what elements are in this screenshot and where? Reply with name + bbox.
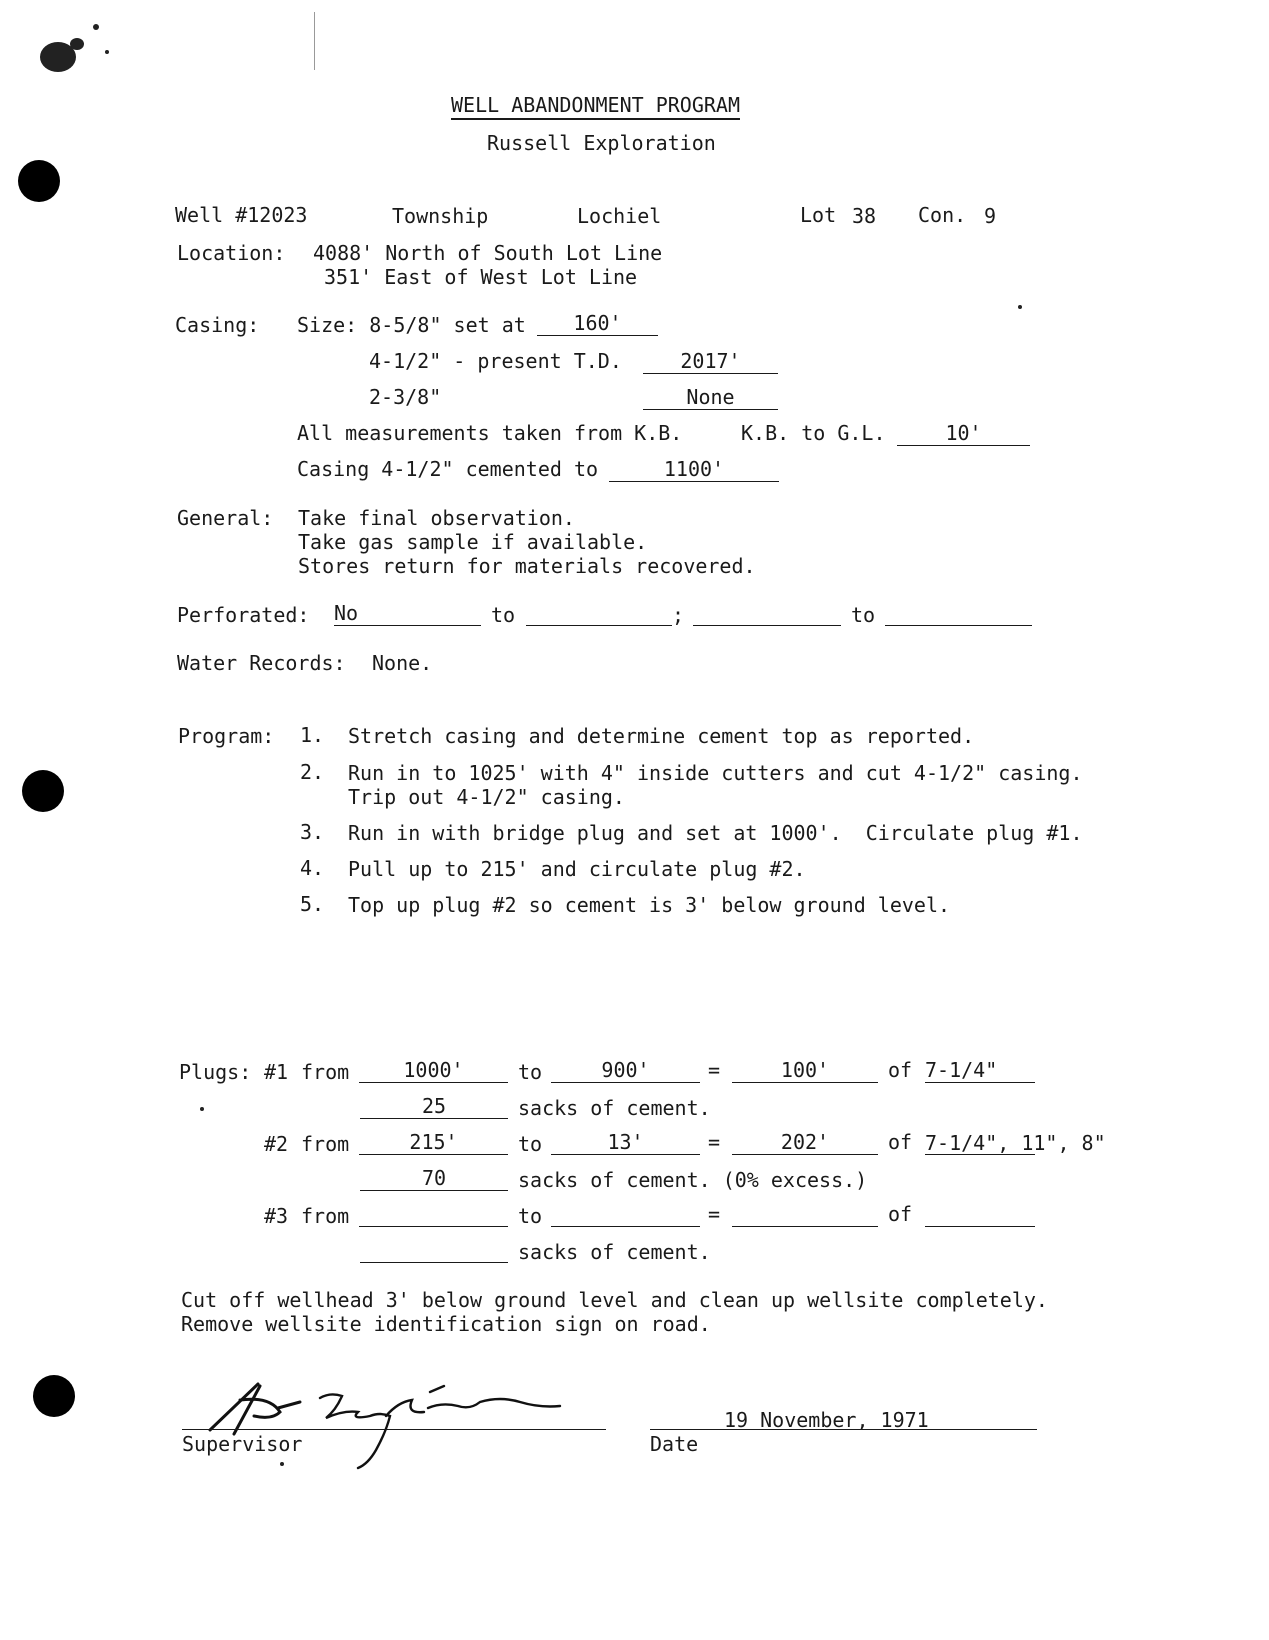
program-step-text: Run in with bridge plug and set at 1000'. Circulate plug #1. bbox=[348, 821, 1083, 845]
perforated-value-3 bbox=[693, 601, 841, 626]
location-label: Location: bbox=[177, 241, 286, 265]
ink-speck bbox=[200, 1107, 204, 1111]
plug-to-label: to bbox=[518, 1204, 543, 1228]
ink-speck bbox=[1018, 305, 1022, 309]
plug-length-value bbox=[732, 1202, 878, 1227]
casing-line-2-value: 2017' bbox=[643, 349, 778, 374]
document-title: WELL ABANDONMENT PROGRAM bbox=[451, 93, 740, 117]
supervisor-label: Supervisor bbox=[182, 1432, 303, 1456]
water-records-value: None. bbox=[372, 651, 433, 675]
kb-label: K.B. to G.L. bbox=[741, 421, 886, 445]
perforated-to-1: to bbox=[491, 603, 516, 627]
plug-sacks-label: sacks of cement. bbox=[518, 1240, 711, 1264]
program-step-number: 1. bbox=[300, 723, 325, 747]
plug-from-value bbox=[359, 1202, 508, 1227]
perforated-to-2: to bbox=[851, 603, 876, 627]
closing-line-2: Remove wellsite identification sign on road. bbox=[181, 1312, 711, 1336]
plug-to-label: to bbox=[518, 1060, 543, 1084]
plug-from-label: from bbox=[301, 1204, 350, 1228]
plug-of-underline bbox=[925, 1153, 1035, 1155]
location-line-1: 4088' North of South Lot Line bbox=[313, 241, 663, 265]
program-step-number: 2. bbox=[300, 760, 325, 784]
general-line: Take gas sample if available. bbox=[298, 530, 648, 554]
punch-hole-bottom bbox=[33, 1375, 75, 1417]
plug-to-value: 900' bbox=[551, 1058, 700, 1083]
plug-to-label: to bbox=[518, 1132, 543, 1156]
plug-from-value: 215' bbox=[359, 1130, 508, 1155]
closing-line-1: Cut off wellhead 3' below ground level and clean up wellsite completely. bbox=[181, 1288, 1048, 1312]
plug-sacks-label: sacks of cement. bbox=[518, 1096, 711, 1120]
con-label: Con. bbox=[918, 203, 967, 227]
lot-value: 38 bbox=[852, 204, 877, 228]
perforated-label: Perforated: bbox=[177, 603, 310, 627]
plug-equals: = bbox=[708, 1058, 721, 1082]
plug-id: #3 bbox=[264, 1204, 289, 1228]
township-value: Lochiel bbox=[577, 204, 662, 228]
general-line: Stores return for materials recovered. bbox=[298, 554, 756, 578]
program-step-text: Trip out 4-1/2" casing. bbox=[348, 785, 625, 809]
date-value: 19 November, 1971 bbox=[724, 1408, 929, 1432]
perforated-value-2 bbox=[526, 601, 672, 626]
casing-line-2-label: 4-1/2" - present T.D. bbox=[369, 349, 622, 373]
casing-label: Casing: bbox=[175, 313, 260, 337]
date-line bbox=[650, 1428, 1037, 1430]
plug-from-value: 1000' bbox=[359, 1058, 508, 1083]
plug-of-label: of bbox=[888, 1130, 913, 1154]
supervisor-signature bbox=[180, 1372, 600, 1472]
lot-label: Lot bbox=[800, 203, 837, 227]
plug-from-label: from bbox=[301, 1132, 350, 1156]
cemented-value: 1100' bbox=[609, 457, 779, 482]
ink-speck bbox=[105, 50, 109, 54]
perforated-value-1: No bbox=[334, 601, 481, 626]
program-step-text: Stretch casing and determine cement top as reported. bbox=[348, 724, 975, 748]
kb-value: 10' bbox=[897, 421, 1030, 446]
punch-hole-top bbox=[18, 160, 60, 202]
plug-length-value: 202' bbox=[732, 1130, 878, 1155]
plug-sacks-value: 25 bbox=[360, 1094, 508, 1119]
supervisor-line bbox=[182, 1428, 606, 1430]
plugs-label: Plugs: bbox=[179, 1060, 252, 1084]
plug-sacks-label: sacks of cement. (0% excess.) bbox=[518, 1168, 868, 1192]
plug-to-value bbox=[551, 1202, 700, 1227]
plug-of-value bbox=[925, 1202, 1035, 1227]
plug-to-value: 13' bbox=[551, 1130, 700, 1155]
plug-equals: = bbox=[708, 1130, 721, 1154]
date-label: Date bbox=[650, 1432, 699, 1456]
well-number: Well #12023 bbox=[175, 203, 308, 227]
water-records-label: Water Records: bbox=[177, 651, 346, 675]
plug-of-value: 7-1/4", 11", 8" bbox=[925, 1131, 1106, 1155]
township-label: Township bbox=[392, 204, 489, 228]
general-label: General: bbox=[177, 506, 274, 530]
program-step-text: Run in to 1025' with 4" inside cutters and cut 4-1/2" casing. bbox=[348, 761, 1083, 785]
company-name: Russell Exploration bbox=[487, 131, 716, 155]
perforated-separator: ; bbox=[672, 603, 685, 627]
scan-mark bbox=[314, 12, 315, 70]
plug-of-value: 7-1/4" bbox=[925, 1058, 1035, 1083]
plug-from-label: from bbox=[301, 1060, 350, 1084]
perforated-value-4 bbox=[885, 601, 1032, 626]
program-label: Program: bbox=[178, 724, 275, 748]
ink-speck bbox=[93, 24, 99, 30]
plug-sacks-value bbox=[360, 1238, 508, 1263]
measurements-label: All measurements taken from K.B. bbox=[297, 421, 683, 445]
location-line-2: 351' East of West Lot Line bbox=[324, 265, 638, 289]
program-step-text: Pull up to 215' and circulate plug #2. bbox=[348, 857, 806, 881]
program-step-number: 3. bbox=[300, 820, 325, 844]
plug-of-label: of bbox=[888, 1202, 913, 1226]
plug-id: #2 bbox=[264, 1132, 289, 1156]
program-step-text: Top up plug #2 so cement is 3' below ground level. bbox=[348, 893, 951, 917]
casing-size-label: Size: 8-5/8" set at bbox=[297, 313, 526, 337]
plug-length-value: 100' bbox=[732, 1058, 878, 1083]
plug-sacks-value: 70 bbox=[360, 1166, 508, 1191]
general-line: Take final observation. bbox=[298, 506, 575, 530]
plug-of-label: of bbox=[888, 1058, 913, 1082]
con-value: 9 bbox=[984, 204, 997, 228]
plug-id: #1 bbox=[264, 1060, 289, 1084]
program-step-number: 4. bbox=[300, 856, 325, 880]
casing-size-value: 160' bbox=[537, 311, 658, 336]
casing-line-3-label: 2-3/8" bbox=[369, 385, 442, 409]
cemented-label: Casing 4-1/2" cemented to bbox=[297, 457, 599, 481]
program-step-number: 5. bbox=[300, 892, 325, 916]
casing-line-3-value: None bbox=[643, 385, 778, 410]
ink-blot bbox=[70, 38, 84, 50]
punch-hole-middle bbox=[22, 770, 64, 812]
plug-equals: = bbox=[708, 1202, 721, 1226]
